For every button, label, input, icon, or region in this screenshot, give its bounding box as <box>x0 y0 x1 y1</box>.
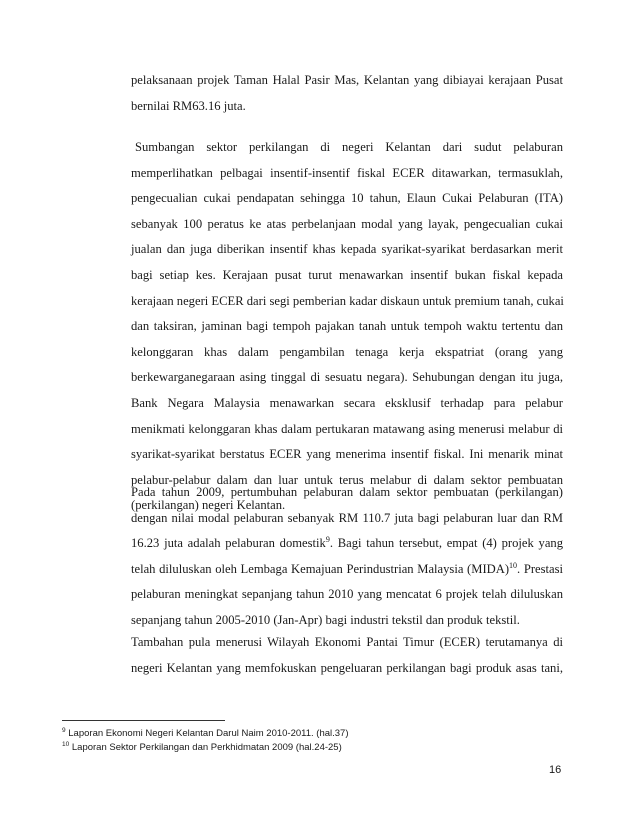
text-run: . Prestasi <box>517 561 563 576</box>
text-line-with-ref <box>131 531 563 557</box>
footnotes <box>62 727 562 755</box>
text-line: dengan nilai modal pelaburan sebanyak RM 110.7 juta bagi pelaburan luar dan RM <box>131 510 563 525</box>
text-line: pengecualian cukai pendapatan sehingga 10 tahun, Elaun Cukai Pelaburan (ITA) <box>131 191 563 206</box>
text-line: bagi setiap kes. Kerajaan pusat turut menawarkan insentif bukan fiskal kepada <box>131 267 563 282</box>
text-line: berkewarganegaraan asing tinggal di sesuatu negara). Sehubungan dengan itu juga, <box>131 370 563 385</box>
footnote-text: Laporan Sektor Perkilangan dan Perkhidmatan 2009 (hal.24-25) <box>71 742 342 753</box>
text-run: telah diluluskan oleh Lembaga Kemajuan Perindustrian Malaysia (MIDA) <box>131 561 510 576</box>
text-line: memperlihatkan pelbagai insentif-insentif fiskal ECER ditawarkan, termasuklah, <box>131 165 563 180</box>
footnote-9 <box>62 727 562 741</box>
footnote-number: 10 <box>62 740 70 748</box>
footnote-separator <box>62 720 225 721</box>
text-line: jualan dan juga diberikan insentif khas kepada syarikat-syarikat berdasarkan merit <box>131 242 563 257</box>
text-line: Sumbangan sektor perkilangan di negeri Kelantan dari sudut pelaburan <box>135 140 563 154</box>
footnote-text: Laporan Ekonomi Negeri Kelantan Darul Naim 2010-2011. (hal.37) <box>68 728 349 739</box>
text-line: pelaksanaan projek Taman Halal Pasir Mas, Kelantan yang dibiayai kerajaan Pusat <box>131 73 563 87</box>
footnote-10 <box>62 741 562 755</box>
text-line: kerajaan negeri ECER dari segi pemberian kadar diskaun untuk premium tanah, cukai <box>131 293 564 308</box>
text-line: pelabur-pelabur dalam dan luar untuk terus melabur di dalam sektor pembuatan <box>131 472 563 487</box>
text-line: kelonggaran khas dalam pengambilan tenaga kerja ekspatriat (orang yang <box>131 344 563 359</box>
text-line: negeri Kelantan yang memfokuskan pengeluaran perkilangan bagi produk asas tani, <box>131 660 563 675</box>
text-line: sepanjang tahun 2005-2010 (Jan-Apr) bagi industri tekstil dan produk tekstil. <box>131 612 520 627</box>
page-number: 16 <box>549 764 562 776</box>
text-line: Bank Negara Malaysia menawarkan secara eksklusif terhadap para pelabur <box>131 395 563 410</box>
text-line: menikmati kelonggaran khas dalam pertukaran matawang asing menerusi melabur di <box>131 421 563 436</box>
text-line: sebanyak 100 peratus ke atas perbelanjaan modal yang layak, pengecualian cukai <box>131 216 563 231</box>
text-line: (perkilangan) negeri Kelantan. <box>131 498 286 513</box>
text-line: syarikat-syarikat berstatus ECER yang menerima insentif fiskal. Ini menarik minat <box>131 447 563 462</box>
paragraph-3 <box>131 480 563 634</box>
paragraph-1 <box>131 68 563 119</box>
paragraph-4 <box>131 630 563 681</box>
text-run: 16.23 juta adalah pelaburan domestik <box>131 536 326 551</box>
text-line: bernilai RM63.16 juta. <box>131 98 246 113</box>
text-line: pelaburan meningkat sepanjang tahun 2010 yang mencatat 6 projek telah diluluskan <box>131 587 563 602</box>
paragraph-2 <box>131 135 563 519</box>
text-run: . Bagi tahun tersebut, empat (4) projek yang <box>329 536 563 551</box>
footnote-number: 9 <box>62 726 66 734</box>
text-line: Pada tahun 2009, pertumbuhan pelaburan dalam sektor pembuatan (perkilangan) <box>131 485 563 499</box>
text-line: dan taksiran, jaminan bagi tempoh pajakan tanah untuk tempoh waktu tertentu dan <box>131 319 563 334</box>
footnote-ref-9: 9 <box>325 535 330 544</box>
text-line: Tambahan pula menerusi Wilayah Ekonomi Pantai Timur (ECER) terutamanya di <box>131 635 563 649</box>
footnote-ref-10: 10 <box>509 560 518 570</box>
text-line-with-ref <box>131 557 563 583</box>
